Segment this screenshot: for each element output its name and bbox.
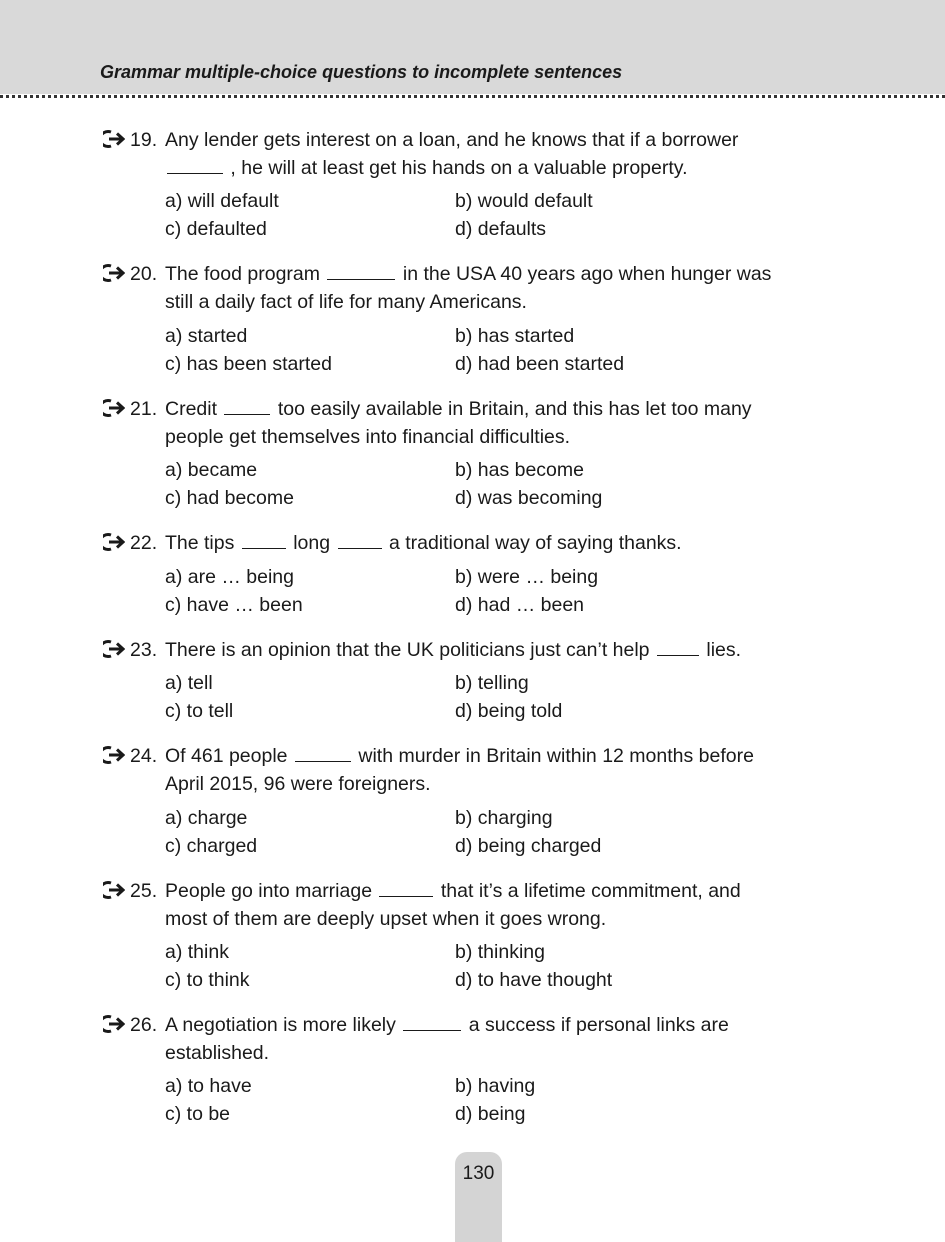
question-text: with murder in Britain within 12 months before	[358, 745, 754, 767]
option-c[interactable]: c) have … been	[165, 594, 303, 616]
question-text-line	[165, 529, 856, 557]
question-text: a traditional way of saying thanks.	[388, 532, 682, 554]
question-text: in the USA 40 years ago when hunger was	[402, 263, 772, 285]
answer-blank	[379, 878, 433, 897]
question-number: 25.	[130, 880, 158, 902]
question-text-line	[165, 905, 856, 933]
question-text: , he will at least get his hands on a valuable property.	[230, 157, 688, 179]
question-text: lies.	[706, 639, 742, 661]
option-b[interactable]: b) telling	[455, 672, 529, 694]
question-text: April 2015, 96 were foreigners.	[165, 773, 431, 795]
option-d[interactable]: d) being charged	[455, 835, 602, 857]
arrow-circle-icon	[103, 398, 125, 418]
question-text: Credit	[165, 398, 218, 420]
arrow-circle-icon	[103, 639, 125, 659]
answer-blank	[167, 155, 223, 174]
arrow-circle-icon	[103, 745, 125, 765]
question-text-line	[165, 742, 856, 770]
option-b[interactable]: b) would default	[455, 190, 593, 212]
question-text-line	[165, 1011, 856, 1039]
option-c[interactable]: c) to tell	[165, 700, 234, 722]
question-text-line	[165, 395, 856, 423]
option-a[interactable]: a) to have	[165, 1075, 252, 1097]
question-text: a success if personal links are	[468, 1014, 729, 1036]
option-d[interactable]: d) had been started	[455, 353, 625, 375]
arrow-circle-icon	[103, 532, 125, 552]
question-text-line	[165, 126, 856, 154]
arrow-circle-icon	[103, 1014, 125, 1034]
question-text: Any lender gets interest on a loan, and he knows that if a borrower	[165, 129, 739, 151]
option-b[interactable]: b) were … being	[455, 566, 599, 588]
question-text: long	[293, 532, 331, 554]
arrow-circle-icon	[103, 263, 125, 283]
answer-blank	[295, 743, 351, 762]
question-number: 21.	[130, 398, 158, 420]
question-text-line	[165, 1039, 856, 1067]
option-a[interactable]: a) tell	[165, 672, 213, 694]
question-text: A negotiation is more likely	[165, 1014, 396, 1036]
question-text: most of them are deeply upset when it goes wrong.	[165, 908, 607, 930]
question-text-line	[165, 423, 856, 451]
answer-blank	[242, 530, 286, 549]
dotted-divider	[0, 95, 945, 98]
question-text-line	[165, 260, 856, 288]
answer-blank	[338, 530, 382, 549]
page-number: 130	[462, 1163, 495, 1184]
question-text: people get themselves into financial difficulties.	[165, 426, 571, 448]
question-text: People go into marriage	[165, 880, 373, 902]
question-text: too easily available in Britain, and this has let too many	[277, 398, 752, 420]
option-d[interactable]: d) was becoming	[455, 487, 603, 509]
question-text: established.	[165, 1042, 270, 1064]
question-number: 19.	[130, 129, 158, 151]
question-number: 22.	[130, 532, 158, 554]
arrow-circle-icon	[103, 129, 125, 149]
question-text-line	[165, 770, 856, 798]
option-a[interactable]: a) started	[165, 325, 248, 347]
option-b[interactable]: b) thinking	[455, 941, 545, 963]
option-c[interactable]: c) to think	[165, 969, 250, 991]
option-d[interactable]: d) defaults	[455, 218, 547, 240]
page-header	[0, 0, 945, 94]
question-text: Of 461 people	[165, 745, 288, 767]
option-b[interactable]: b) has started	[455, 325, 575, 347]
option-c[interactable]: c) had become	[165, 487, 294, 509]
option-a[interactable]: a) will default	[165, 190, 279, 212]
option-b[interactable]: b) has become	[455, 459, 584, 481]
question-text: The food program	[165, 263, 321, 285]
answer-blank	[224, 396, 270, 415]
option-b[interactable]: b) having	[455, 1075, 536, 1097]
option-c[interactable]: c) to be	[165, 1103, 231, 1125]
question-text: The tips	[165, 532, 235, 554]
question-text: There is an opinion that the UK politicians just can’t help	[165, 639, 650, 661]
question-text-line	[165, 288, 856, 316]
answer-blank	[657, 637, 699, 656]
question-text: that it’s a lifetime commitment, and	[440, 880, 741, 902]
option-d[interactable]: d) being told	[455, 700, 563, 722]
option-b[interactable]: b) charging	[455, 807, 553, 829]
question-text-line	[165, 154, 856, 182]
option-c[interactable]: c) defaulted	[165, 218, 267, 240]
option-d[interactable]: d) had … been	[455, 594, 585, 616]
question-text: still a daily fact of life for many Americans.	[165, 291, 527, 313]
option-a[interactable]: a) are … being	[165, 566, 294, 588]
arrow-circle-icon	[103, 880, 125, 900]
answer-blank	[403, 1012, 461, 1031]
question-text-line	[165, 877, 856, 905]
option-d[interactable]: d) to have thought	[455, 969, 613, 991]
question-number: 23.	[130, 639, 158, 661]
question-number: 26.	[130, 1014, 158, 1036]
option-a[interactable]: a) became	[165, 459, 258, 481]
header-title: Grammar multiple-choice questions to incomplete sentences	[100, 62, 623, 82]
question-number: 24.	[130, 745, 158, 767]
option-d[interactable]: d) being	[455, 1103, 526, 1125]
answer-blank	[327, 261, 395, 280]
option-c[interactable]: c) has been started	[165, 353, 332, 375]
option-c[interactable]: c) charged	[165, 835, 258, 857]
question-number: 20.	[130, 263, 158, 285]
option-a[interactable]: a) charge	[165, 807, 248, 829]
question-text-line	[165, 636, 856, 664]
option-a[interactable]: a) think	[165, 941, 229, 963]
